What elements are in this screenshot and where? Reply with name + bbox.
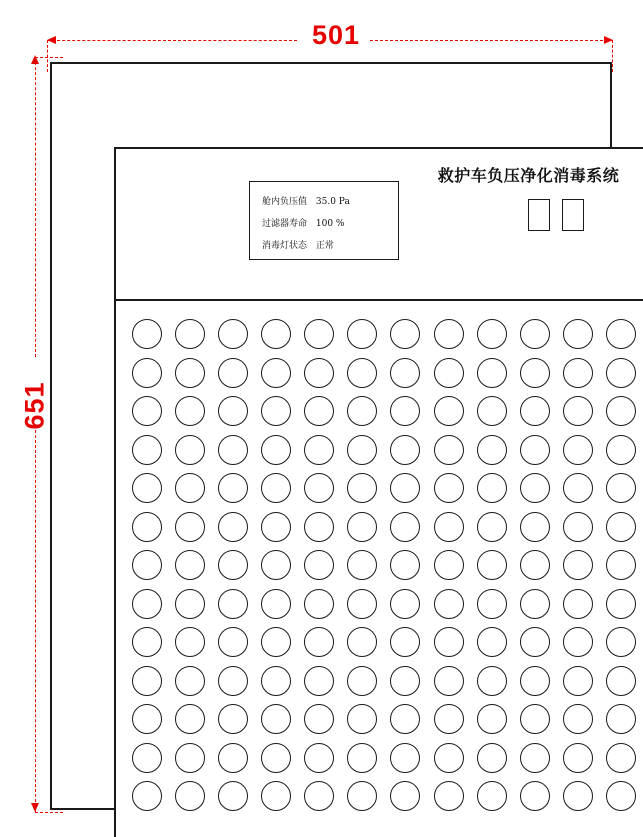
grille-hole — [261, 666, 291, 696]
grille-hole — [477, 666, 507, 696]
grille-hole — [477, 704, 507, 734]
grille-hole — [175, 473, 205, 503]
grille-hole — [520, 396, 550, 426]
grille-hole — [218, 550, 248, 580]
grille-hole — [347, 589, 377, 619]
grille-hole — [390, 435, 420, 465]
grille-hole — [563, 550, 593, 580]
grille-hole — [261, 512, 291, 542]
height-arrow-bottom — [31, 803, 39, 812]
grille-hole — [390, 512, 420, 542]
status-display — [249, 181, 399, 260]
grille-hole — [477, 396, 507, 426]
device-outer-frame — [50, 62, 620, 810]
grille-hole — [218, 743, 248, 773]
grille-hole — [132, 550, 162, 580]
grille-hole — [261, 396, 291, 426]
grille-row — [132, 550, 636, 580]
grille-hole — [261, 704, 291, 734]
height-extension-line-bottom — [35, 812, 63, 813]
grille-hole — [520, 743, 550, 773]
grille-hole — [520, 666, 550, 696]
grille-hole — [477, 512, 507, 542]
grille-hole — [304, 512, 334, 542]
panel-title: 救护车负压净化消毒系统 — [437, 166, 620, 185]
grille-hole — [218, 319, 248, 349]
grille-hole — [390, 358, 420, 388]
grille-hole — [132, 781, 162, 811]
grille-hole — [132, 666, 162, 696]
grille-hole — [563, 358, 593, 388]
grille-hole — [434, 396, 464, 426]
grille-hole — [175, 396, 205, 426]
grille-hole — [218, 781, 248, 811]
grille-hole — [606, 704, 636, 734]
grille-hole — [434, 512, 464, 542]
grille-hole — [347, 319, 377, 349]
grille-hole — [520, 550, 550, 580]
width-arrow-left — [47, 36, 56, 44]
grille-hole — [304, 358, 334, 388]
grille-hole — [520, 512, 550, 542]
grille-hole — [477, 743, 507, 773]
grille-hole — [390, 627, 420, 657]
grille-hole — [434, 358, 464, 388]
grille-hole — [606, 435, 636, 465]
grille-hole — [132, 396, 162, 426]
grille-hole — [563, 473, 593, 503]
grille-hole — [304, 666, 334, 696]
height-dimension-line-top — [35, 57, 36, 357]
grille-hole — [261, 473, 291, 503]
grille-hole — [520, 589, 550, 619]
grille-hole — [347, 473, 377, 503]
grille-hole — [218, 666, 248, 696]
status-label: 舱内负压值 — [262, 197, 308, 207]
grille-hole — [132, 589, 162, 619]
grille-hole — [563, 512, 593, 542]
grille-hole — [175, 666, 205, 696]
grille-hole — [304, 704, 334, 734]
grille-hole — [175, 435, 205, 465]
grille-row — [132, 704, 636, 734]
grille-hole — [606, 396, 636, 426]
grille-row — [132, 473, 636, 503]
grille-hole — [304, 589, 334, 619]
grille-hole — [520, 319, 550, 349]
grille-hole — [606, 627, 636, 657]
grille-hole — [175, 319, 205, 349]
grille-hole — [477, 435, 507, 465]
grille-row — [132, 666, 636, 696]
grille-hole — [563, 319, 593, 349]
grille-hole — [304, 319, 334, 349]
grille-hole — [390, 666, 420, 696]
grille-hole — [132, 704, 162, 734]
grille-hole — [347, 704, 377, 734]
grille-hole — [175, 781, 205, 811]
grille-hole — [390, 319, 420, 349]
grille-hole — [434, 473, 464, 503]
grille-hole — [261, 358, 291, 388]
grille-hole — [175, 589, 205, 619]
grille-hole — [218, 627, 248, 657]
grille-hole — [304, 550, 334, 580]
panel-button-group — [528, 199, 584, 231]
grille-hole — [132, 473, 162, 503]
grille-hole — [477, 358, 507, 388]
grille-hole — [175, 550, 205, 580]
control-panel — [116, 149, 643, 301]
grille-hole — [347, 666, 377, 696]
grille-hole — [563, 781, 593, 811]
grille-hole — [261, 781, 291, 811]
grille-hole — [175, 358, 205, 388]
grille-row — [132, 358, 636, 388]
grille-hole — [218, 396, 248, 426]
grille-hole — [390, 396, 420, 426]
grille-hole — [304, 781, 334, 811]
grille-hole — [304, 627, 334, 657]
grille-hole — [563, 666, 593, 696]
grille-hole — [606, 589, 636, 619]
status-value: 正常 — [315, 241, 334, 251]
grille-hole — [261, 743, 291, 773]
width-extension-line-left — [47, 40, 48, 72]
grille-hole — [520, 627, 550, 657]
grille-hole — [218, 704, 248, 734]
grille-hole — [390, 704, 420, 734]
grille-row — [132, 589, 636, 619]
grille-hole — [261, 589, 291, 619]
grille-hole — [132, 435, 162, 465]
grille-row — [132, 396, 636, 426]
grille-hole — [347, 627, 377, 657]
grille-hole — [606, 666, 636, 696]
grille-hole — [606, 550, 636, 580]
grille-hole — [477, 550, 507, 580]
panel-button-1[interactable] — [528, 199, 550, 231]
width-dimension-line-right — [370, 40, 613, 41]
grille-hole — [218, 435, 248, 465]
height-dimension-line-bottom — [35, 430, 36, 812]
width-extension-line-right — [612, 40, 613, 72]
grille-hole — [347, 781, 377, 811]
grille-hole — [218, 473, 248, 503]
grille-hole — [606, 319, 636, 349]
status-value: 35.0 Pa — [315, 197, 350, 207]
grille-hole — [434, 704, 464, 734]
grille-hole — [606, 781, 636, 811]
grille-hole — [606, 473, 636, 503]
grille-hole — [434, 627, 464, 657]
grille-hole — [520, 781, 550, 811]
status-label: 过滤器寿命 — [262, 219, 308, 229]
grille-hole — [434, 589, 464, 619]
grille-hole — [434, 435, 464, 465]
grille-hole — [520, 473, 550, 503]
grille-hole — [175, 512, 205, 542]
grille-hole — [477, 627, 507, 657]
device-inner-panel — [114, 147, 643, 837]
height-dimension-label: 651 — [20, 375, 51, 435]
grille-hole — [304, 743, 334, 773]
grille-row — [132, 435, 636, 465]
width-dimension-line-left — [47, 40, 297, 41]
grille-hole — [520, 704, 550, 734]
grille-hole — [434, 319, 464, 349]
grille-hole — [261, 435, 291, 465]
grille-hole — [347, 550, 377, 580]
grille-hole — [563, 435, 593, 465]
grille-hole — [520, 358, 550, 388]
grille-row — [132, 781, 636, 811]
grille-hole — [132, 743, 162, 773]
grille-hole — [390, 743, 420, 773]
grille-hole — [347, 743, 377, 773]
status-row — [262, 235, 398, 257]
perforated-grille — [116, 301, 643, 837]
grille-hole — [132, 627, 162, 657]
status-row — [262, 191, 398, 213]
grille-hole — [477, 473, 507, 503]
grille-hole — [606, 743, 636, 773]
grille-hole — [563, 743, 593, 773]
grille-hole — [261, 627, 291, 657]
grille-hole — [606, 512, 636, 542]
grille-hole — [390, 589, 420, 619]
grille-hole — [347, 435, 377, 465]
grille-hole — [477, 319, 507, 349]
grille-hole — [477, 781, 507, 811]
grille-hole — [563, 589, 593, 619]
width-dimension-label: 501 — [306, 20, 366, 51]
grille-row — [132, 743, 636, 773]
grille-hole — [175, 627, 205, 657]
grille-hole — [304, 473, 334, 503]
grille-hole — [218, 512, 248, 542]
grille-hole — [434, 666, 464, 696]
grille-hole — [175, 743, 205, 773]
grille-hole — [477, 589, 507, 619]
grille-hole — [304, 396, 334, 426]
grille-hole — [175, 704, 205, 734]
grille-hole — [347, 396, 377, 426]
grille-hole — [434, 743, 464, 773]
height-extension-line-top — [35, 57, 63, 58]
status-label: 消毒灯状态 — [262, 241, 308, 251]
grille-hole — [390, 781, 420, 811]
grille-hole — [434, 550, 464, 580]
grille-hole — [261, 550, 291, 580]
grille-row — [132, 627, 636, 657]
status-row — [262, 213, 398, 235]
grille-hole — [261, 319, 291, 349]
grille-hole — [132, 319, 162, 349]
grille-hole — [563, 704, 593, 734]
grille-hole — [218, 358, 248, 388]
grille-hole — [434, 781, 464, 811]
grille-hole — [520, 435, 550, 465]
grille-hole — [347, 358, 377, 388]
grille-hole — [218, 589, 248, 619]
grille-row — [132, 512, 636, 542]
panel-button-2[interactable] — [562, 199, 584, 231]
grille-hole — [304, 435, 334, 465]
grille-hole — [390, 473, 420, 503]
status-value: 100 % — [315, 219, 345, 229]
grille-hole — [132, 358, 162, 388]
grille-hole — [563, 627, 593, 657]
grille-row — [132, 319, 636, 349]
grille-hole — [390, 550, 420, 580]
grille-hole — [563, 396, 593, 426]
grille-hole — [347, 512, 377, 542]
grille-hole — [132, 512, 162, 542]
grille-hole — [606, 358, 636, 388]
